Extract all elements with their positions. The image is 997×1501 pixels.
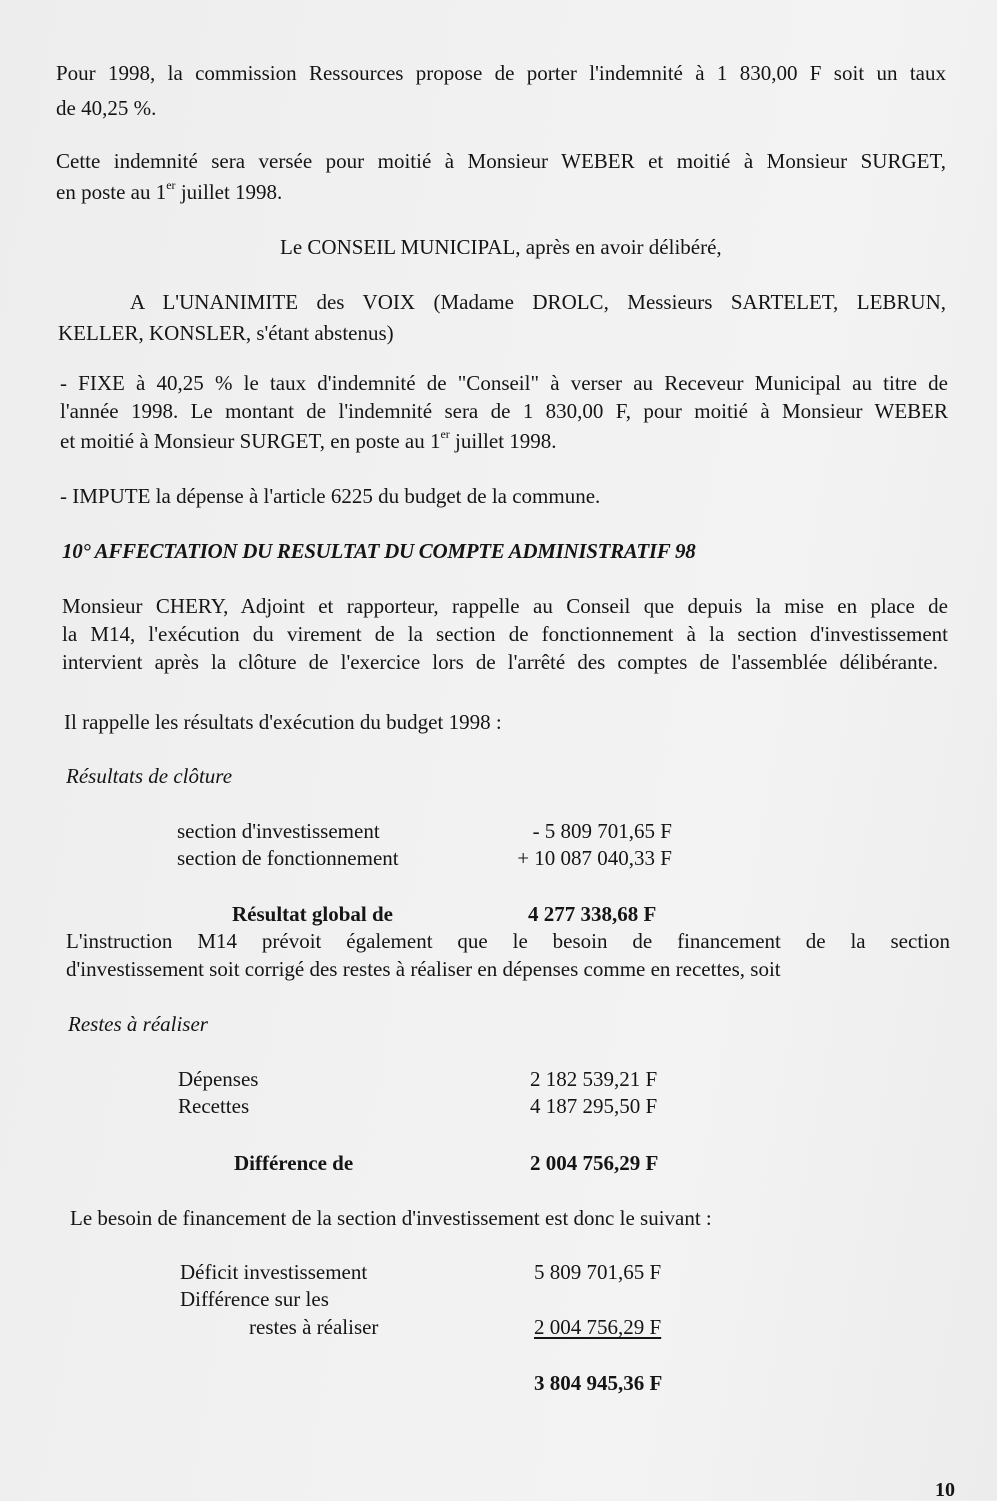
cloture-row-amount: + 10 087 040,33 F xyxy=(517,846,672,870)
cloture-row-amount: - 5 809 701,65 F xyxy=(532,819,672,843)
decision-fixe-line: - FIXE à 40,25 % le taux d'indemnité de "Conseil" à verser au Receveur Municipal au titre de xyxy=(60,371,948,395)
restes-row-label: Dépenses xyxy=(178,1067,259,1091)
difference-amount: 2 004 756,29 F xyxy=(530,1151,659,1175)
diff-restes-label: restes à réaliser xyxy=(249,1315,379,1339)
superscript: er xyxy=(166,178,176,192)
council-deliberation: Le CONSEIL MUNICIPAL, après en avoir délibéré, xyxy=(280,235,722,259)
diff-restes-amount: 2 004 756,29 F xyxy=(534,1315,662,1339)
decision-fixe-line: l'année 1998. Le montant de l'indemnité sera de 1 830,00 F, pour moitié à Monsieur WEBER xyxy=(60,399,948,423)
m14-paragraph-line: L'instruction M14 prévoit également que le besoin de financement de la section xyxy=(66,929,950,953)
recall-text: Il rappelle les résultats d'exécution du budget 1998 : xyxy=(64,710,502,734)
intro-paragraph-line: Pour 1998, la commission Ressources propose de porter l'indemnité à 1 830,00 F soit un taux xyxy=(56,61,946,85)
section-heading: 10° AFFECTATION DU RESULTAT DU COMPTE ADMINISTRATIF 98 xyxy=(62,539,696,563)
difference-label: Différence de xyxy=(234,1151,354,1175)
global-result-label: Résultat global de xyxy=(232,902,394,926)
decision-impute: - IMPUTE la dépense à l'article 6225 du budget de la commune. xyxy=(60,484,601,508)
global-result-amount: 4 277 338,68 F xyxy=(528,902,657,926)
total-amount: 3 804 945,36 F xyxy=(534,1371,663,1395)
cloture-row-label: section d'investissement xyxy=(177,819,380,843)
text-fragment: juillet 1998. xyxy=(449,429,557,453)
vote-line: KELLER, KONSLER, s'étant abstenus) xyxy=(58,321,394,345)
text-fragment: juillet 1998. xyxy=(175,180,283,204)
restes-row-label: Recettes xyxy=(178,1094,250,1118)
superscript: er xyxy=(440,427,450,441)
deficit-amount: 5 809 701,65 F xyxy=(534,1260,662,1284)
decision-fixe-line xyxy=(60,429,557,453)
page-number: 10 xyxy=(935,1479,955,1501)
vote-line: A L'UNANIMITE des VOIX (Madame DROLC, Messieurs SARTELET, LEBRUN, xyxy=(130,290,946,314)
m14-paragraph-line: d'investissement soit corrigé des restes à réaliser en dépenses comme en recettes, soit xyxy=(66,957,781,981)
intro-paragraph-line: de 40,25 %. xyxy=(56,96,157,120)
text-fragment: et moitié à Monsieur SURGET, en poste au 1 xyxy=(60,429,441,453)
text-fragment: en poste au 1 xyxy=(56,180,167,204)
restes-row-amount: 4 187 295,50 F xyxy=(530,1094,658,1118)
intro-paragraph-line xyxy=(56,180,282,204)
cloture-row-label: section de fonctionnement xyxy=(177,846,399,870)
besoin-text: Le besoin de financement de la section d'investissement est donc le suivant : xyxy=(70,1206,712,1230)
diff-restes-label: Différence sur les xyxy=(180,1287,329,1311)
deficit-label: Déficit investissement xyxy=(180,1260,368,1284)
restes-title: Restes à réaliser xyxy=(68,1012,208,1036)
section-paragraph-line: intervient après la clôture de l'exercice lors de l'arrêté des comptes de l'assemblée délibérante. xyxy=(62,650,938,674)
restes-row-amount: 2 182 539,21 F xyxy=(530,1067,658,1091)
section-paragraph-line: la M14, l'exécution du virement de la section de fonctionnement à la section d'investissement xyxy=(62,622,948,646)
section-paragraph-line: Monsieur CHERY, Adjoint et rapporteur, rappelle au Conseil que depuis la mise en place de xyxy=(62,594,948,618)
cloture-title: Résultats de clôture xyxy=(66,764,233,788)
intro-paragraph-line: Cette indemnité sera versée pour moitié à Monsieur WEBER et moitié à Monsieur SURGET, xyxy=(56,149,946,173)
